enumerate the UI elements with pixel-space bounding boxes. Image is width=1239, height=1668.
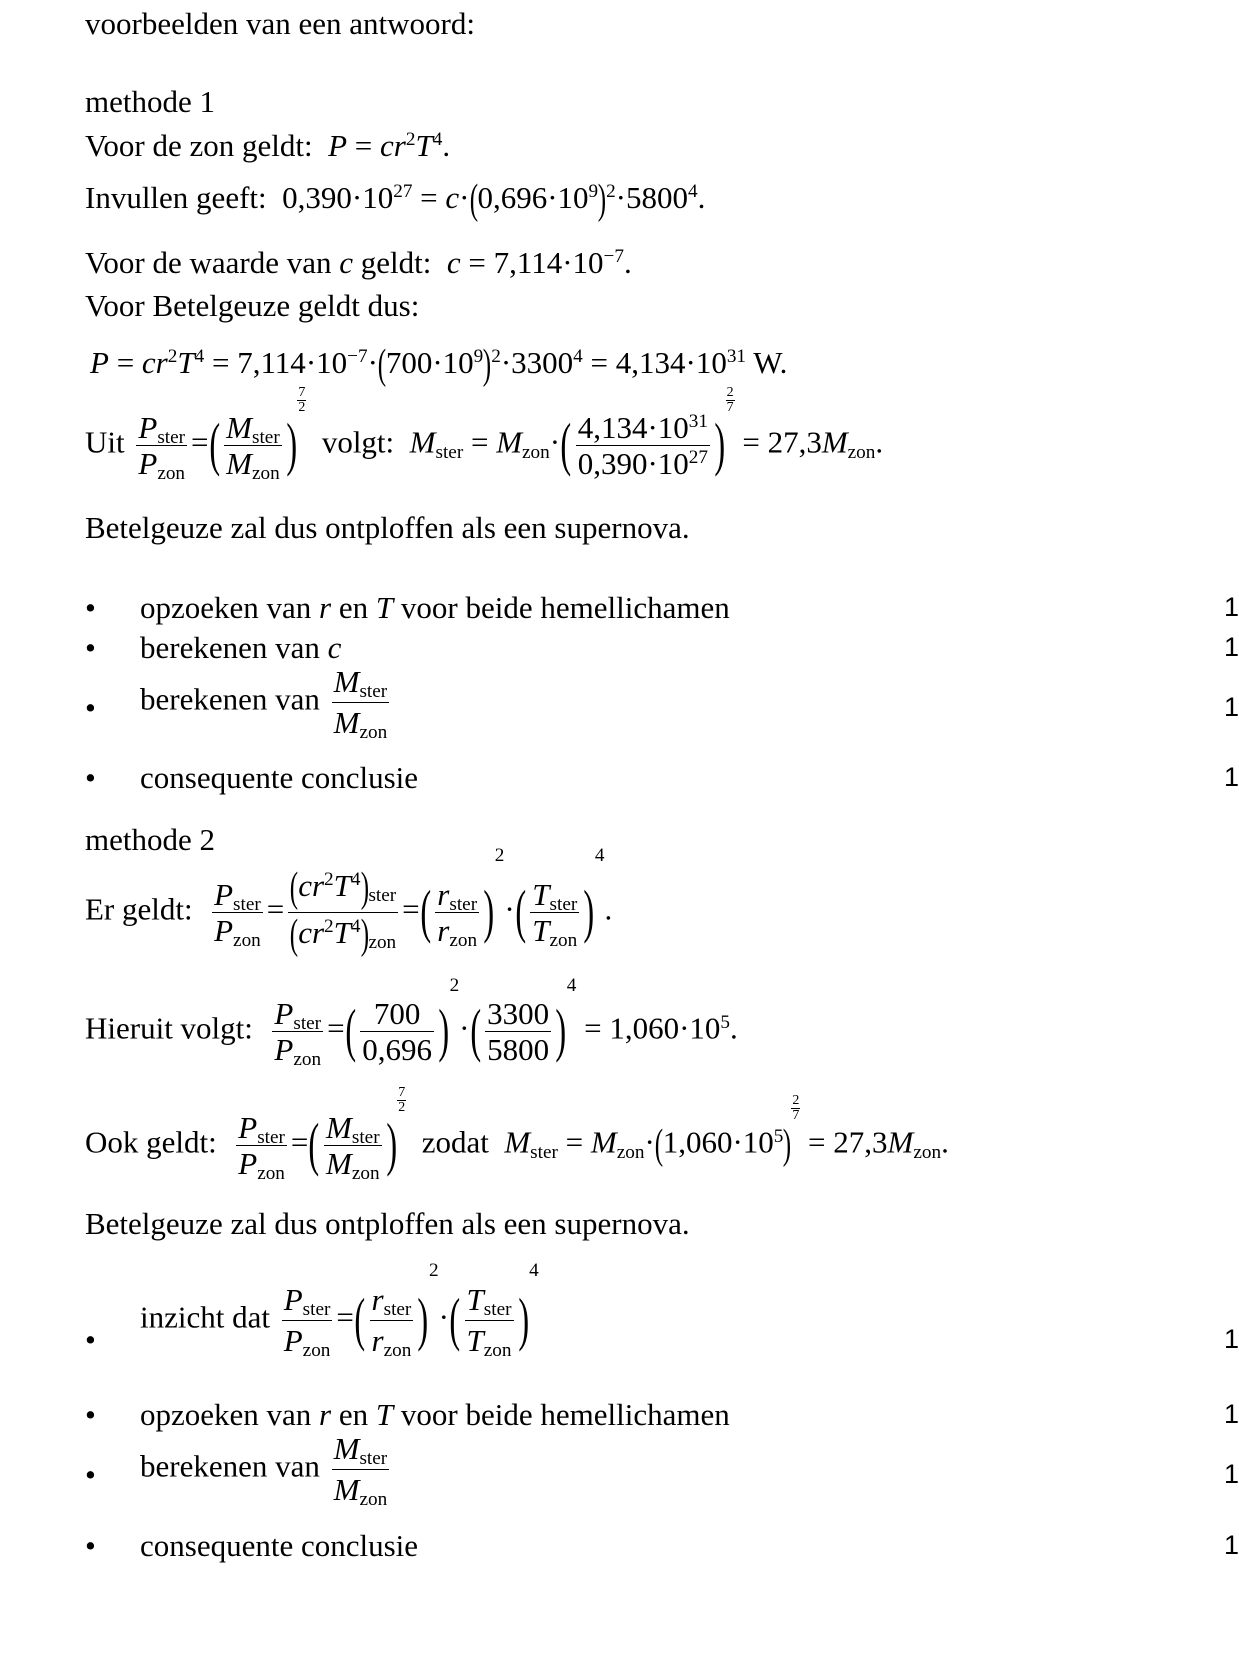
score: 1 <box>1223 1459 1239 1489</box>
score: 1 <box>1223 592 1239 622</box>
score: 1 <box>1223 632 1239 662</box>
m1-line-mass-relation: Uit $\frac{P_{ster}}{P_{zon}}$ =( $\frac{M_{ster}}{M_{zon}}$ ) $\frac{7}{2}$ volgt: $M_{ster} = M_{zon}\cdot$( $\frac{4,134\cdot 10^{31}}{0,390\cdot 10^{27}}$ ) $\frac{2}{7}$ = $27,3M_{zon}$. <box>85 385 884 485</box>
bullet-icon: • <box>85 1322 96 1357</box>
bullet-icon: • <box>85 760 96 795</box>
intro-text: voorbeelden van een antwoord: <box>85 6 475 41</box>
m1-line-c-value: Voor de waarde van c geldt: $c = 7,114\cdot 10^{-7}$. <box>85 245 632 280</box>
bullet-icon: • <box>85 1528 96 1563</box>
bullet-icon: • <box>85 630 96 665</box>
score: 1 <box>1223 692 1239 722</box>
m1-line-formula: Voor de zon geldt: $P = cr^2T^4$. <box>85 128 451 163</box>
bullet-icon: • <box>85 690 96 725</box>
m2-line-ook-geldt: Ook geldt: $\frac{P_{ster}}{P_{zon}}$ =( $\frac{M_{ster}}{M_{zon}}$ ) $\frac{7}{2}$ zodat $M_{ster} = M_{zon}\cdot(1,060\cdot 10^5)$ $\frac{2}{7}$ = $27,3M_{zon}$. <box>85 1085 949 1185</box>
bullet-icon: • <box>85 1397 96 1432</box>
m1-line-betelgeuze: Voor Betelgeuze geldt dus: <box>85 288 420 323</box>
bullet-icon: • <box>85 590 96 625</box>
score: 1 <box>1223 762 1239 792</box>
m2-line-hieruit: Hieruit volgt: $\frac{P_{ster}}{P_{zon}}$ =( $\frac{700}{0,696}$ )2·( $\frac{3300}{5800}$ )$4 = 1,060\cdot 10^5$. <box>85 975 738 1071</box>
m2-conclusion: Betelgeuze zal dus ontploffen als een supernova. <box>85 1206 690 1241</box>
m1-line-substitution: Invullen geeft: $0,390\cdot 10^{27} = c\cdot(0,696\cdot 10^9)^2\cdot 5800^4$. <box>85 177 706 223</box>
method2-heading: methode 2 <box>85 822 215 857</box>
score: 1 <box>1223 1399 1239 1429</box>
score: 1 <box>1223 1530 1239 1560</box>
m1-line-power: $P = cr^2T^4 = 7,114\cdot 10^{-7}\cdot(700\cdot 10^9)^2\cdot 3300^4 = 4,134\cdot 10^{31}$ W. <box>90 342 788 388</box>
m2-line-ratio: Er geldt: $\frac{P_{ster}}{P_{zon}}$ = $\frac{(cr^2T^4)_{ster}}{(cr^2T^4)_{zon}}$ =( $\frac{r_{ster}}{r_{zon}}$ )2·( $\frac{T_{ster}}{T_{zon}}$ )4. <box>85 845 613 958</box>
bullet-icon: • <box>85 1457 96 1492</box>
m1-conclusion: Betelgeuze zal dus ontploffen als een supernova. <box>85 510 690 545</box>
method1-heading: methode 1 <box>85 84 215 119</box>
score: 1 <box>1223 1324 1239 1354</box>
